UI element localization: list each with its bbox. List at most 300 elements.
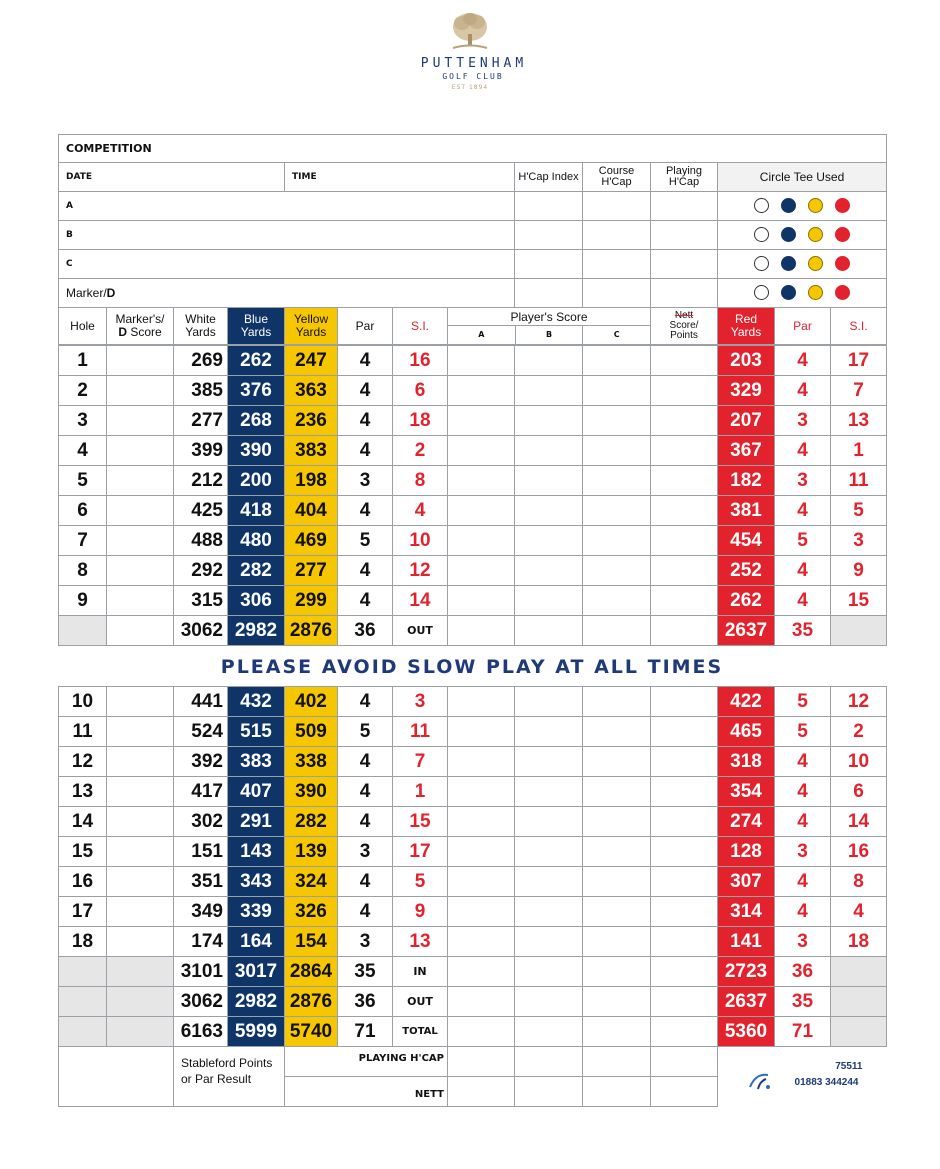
- marker-score-cell[interactable]: [107, 927, 174, 957]
- red-stroke-index: 9: [831, 556, 887, 586]
- yellow-tee-icon[interactable]: [808, 227, 823, 242]
- in-c-total[interactable]: [583, 957, 651, 987]
- red-par-value: 4: [775, 376, 831, 406]
- red-par-value: 4: [775, 867, 831, 897]
- player-b-score-cell[interactable]: [515, 717, 583, 747]
- player-a-playing-hcap[interactable]: [651, 192, 718, 221]
- red-yards: 354: [718, 777, 775, 807]
- player-b-score-cell[interactable]: [515, 927, 583, 957]
- player-c-score-cell[interactable]: [583, 496, 651, 526]
- nett-score-cell[interactable]: [651, 436, 718, 466]
- nett-score-cell[interactable]: [651, 687, 718, 717]
- out2-white-total: 3062: [174, 987, 228, 1017]
- player-c-score-cell[interactable]: [583, 526, 651, 556]
- red-stroke-index: 14: [831, 807, 887, 837]
- red-par-header: Par: [775, 308, 831, 345]
- yellow-yards: 363: [285, 376, 338, 406]
- player-a-score-cell[interactable]: [448, 496, 515, 526]
- marker-score-cell[interactable]: [107, 496, 174, 526]
- marker-score-cell[interactable]: [107, 867, 174, 897]
- par-value: 4: [338, 747, 393, 777]
- player-a-score-cell[interactable]: [448, 526, 515, 556]
- player-c-score-cell[interactable]: [583, 837, 651, 867]
- red-par-value: 3: [775, 466, 831, 496]
- red-yards: 207: [718, 406, 775, 436]
- circle-tee-label: Circle Tee Used: [718, 163, 887, 192]
- player-b-score-cell[interactable]: [515, 867, 583, 897]
- par-value: 4: [338, 496, 393, 526]
- nett-score-cell[interactable]: [651, 927, 718, 957]
- footer-a-nett[interactable]: [448, 1077, 515, 1107]
- marker-score-cell[interactable]: [107, 586, 174, 616]
- player-a-score-cell[interactable]: [448, 897, 515, 927]
- marker-score-cell[interactable]: [107, 406, 174, 436]
- hole-number: 5: [59, 466, 107, 496]
- white-yards: 425: [174, 496, 228, 526]
- stroke-index: 12: [393, 556, 448, 586]
- marker-score-cell[interactable]: [107, 346, 174, 376]
- yellow-tee-icon[interactable]: [808, 285, 823, 300]
- white-tee-icon[interactable]: [754, 198, 769, 213]
- out2-b-total[interactable]: [515, 987, 583, 1017]
- nett-score-cell[interactable]: [651, 556, 718, 586]
- red-stroke-index: 7: [831, 376, 887, 406]
- yellow-yards: 326: [285, 897, 338, 927]
- hole-number: 18: [59, 927, 107, 957]
- hole-row: [59, 586, 887, 616]
- hole-number: 9: [59, 586, 107, 616]
- red-par-value: 4: [775, 346, 831, 376]
- playing-hcap-label: Playing H'Cap: [651, 163, 718, 192]
- par-value: 3: [338, 466, 393, 496]
- competition-label: COMPETITION: [59, 135, 887, 163]
- red-par-value: 4: [775, 747, 831, 777]
- marker-score-cell[interactable]: [107, 466, 174, 496]
- player-a-tee-circles[interactable]: [718, 192, 887, 221]
- footer-c-nett[interactable]: [583, 1077, 651, 1107]
- red-yards: 182: [718, 466, 775, 496]
- hole-row: [59, 747, 887, 777]
- par-value: 4: [338, 586, 393, 616]
- hole-number: 6: [59, 496, 107, 526]
- white-yards: 399: [174, 436, 228, 466]
- hole-number: 3: [59, 406, 107, 436]
- player-b-score-cell[interactable]: [515, 346, 583, 376]
- out-nett-total[interactable]: [651, 616, 718, 646]
- in-red-total: 2723: [718, 957, 775, 987]
- player-b-score-cell[interactable]: [515, 496, 583, 526]
- out-marker-total[interactable]: [107, 616, 174, 646]
- hole-row: [59, 436, 887, 466]
- player-b-score-cell[interactable]: [515, 556, 583, 586]
- hole-number: 13: [59, 777, 107, 807]
- footer-b-nett[interactable]: [515, 1077, 583, 1107]
- white-yards: 174: [174, 927, 228, 957]
- footer-a-hcap[interactable]: [448, 1047, 515, 1077]
- yellow-yards: 390: [285, 777, 338, 807]
- player-c-score-cell[interactable]: [583, 927, 651, 957]
- nett-score-cell[interactable]: [651, 586, 718, 616]
- nett-score-cell[interactable]: [651, 406, 718, 436]
- blue-tee-icon[interactable]: [781, 285, 796, 300]
- marker-score-cell[interactable]: [107, 526, 174, 556]
- nett-score-cell[interactable]: [651, 466, 718, 496]
- nett-score-cell[interactable]: [651, 376, 718, 406]
- yellow-tee-icon[interactable]: [808, 198, 823, 213]
- out2-c-total[interactable]: [583, 987, 651, 1017]
- blue-yards: 291: [228, 807, 285, 837]
- nett-score-cell[interactable]: [651, 346, 718, 376]
- par-value: 5: [338, 717, 393, 747]
- marker-label: Marker/D: [59, 279, 515, 308]
- blue-yards-header: Blue Yards: [228, 308, 285, 345]
- marker-score-cell[interactable]: [107, 376, 174, 406]
- blue-yards: 383: [228, 747, 285, 777]
- marker-score-cell[interactable]: [107, 777, 174, 807]
- nett-score-cell[interactable]: [651, 807, 718, 837]
- in-b-total[interactable]: [515, 957, 583, 987]
- stroke-index: 18: [393, 406, 448, 436]
- in-nett-total[interactable]: [651, 957, 718, 987]
- blue-yards: 432: [228, 687, 285, 717]
- player-a-score-cell[interactable]: [448, 586, 515, 616]
- red-tee-icon[interactable]: [835, 256, 850, 271]
- player-c-label: C: [59, 250, 515, 279]
- player-b-score-cell[interactable]: [515, 747, 583, 777]
- hole-row: [59, 406, 887, 436]
- footer-nett-nett[interactable]: [651, 1077, 718, 1107]
- red-yards: 367: [718, 436, 775, 466]
- signature-box[interactable]: [59, 1047, 174, 1107]
- blue-tee-icon[interactable]: [781, 227, 796, 242]
- player-c-score-cell[interactable]: [583, 807, 651, 837]
- nett-score-cell[interactable]: [651, 777, 718, 807]
- player-a-score-cell[interactable]: [448, 837, 515, 867]
- hole-row: [59, 867, 887, 897]
- in-label: IN: [393, 957, 448, 987]
- player-b-hcap-index[interactable]: [515, 221, 583, 250]
- player-c-score-cell[interactable]: [583, 777, 651, 807]
- marker-playing-hcap[interactable]: [651, 279, 718, 308]
- footer-nett-hcap[interactable]: [651, 1047, 718, 1077]
- out-red-total: 2637: [718, 616, 775, 646]
- player-b-score-cell[interactable]: [515, 837, 583, 867]
- stroke-index: 11: [393, 717, 448, 747]
- player-a-score-cell[interactable]: [448, 436, 515, 466]
- marker-score-cell[interactable]: [107, 717, 174, 747]
- player-a-score-cell[interactable]: [448, 346, 515, 376]
- yellow-yards: 469: [285, 526, 338, 556]
- yellow-tee-icon[interactable]: [808, 256, 823, 271]
- marker-score-cell[interactable]: [107, 807, 174, 837]
- total-yellow: 5740: [285, 1017, 338, 1047]
- par-value: 4: [338, 376, 393, 406]
- footer-b-hcap[interactable]: [515, 1047, 583, 1077]
- hole-row: [59, 927, 887, 957]
- white-tee-icon[interactable]: [754, 285, 769, 300]
- white-tee-icon[interactable]: [754, 256, 769, 271]
- player-b-score-cell[interactable]: [515, 586, 583, 616]
- par-value: 5: [338, 526, 393, 556]
- player-c-col: C: [613, 330, 620, 339]
- player-a-course-hcap[interactable]: [583, 192, 651, 221]
- red-par-value: 5: [775, 687, 831, 717]
- red-yards: 329: [718, 376, 775, 406]
- red-par-value: 3: [775, 837, 831, 867]
- player-a-score-cell[interactable]: [448, 406, 515, 436]
- player-a-score-cell[interactable]: [448, 466, 515, 496]
- out-c-total[interactable]: [583, 616, 651, 646]
- white-yards: 524: [174, 717, 228, 747]
- player-c-score-cell[interactable]: [583, 897, 651, 927]
- par-value: 4: [338, 867, 393, 897]
- red-stroke-index: 2: [831, 717, 887, 747]
- out-b-total[interactable]: [515, 616, 583, 646]
- red-stroke-index: 15: [831, 586, 887, 616]
- marker-score-cell[interactable]: [107, 747, 174, 777]
- player-b-tee-circles[interactable]: [718, 221, 887, 250]
- red-yards: 422: [718, 687, 775, 717]
- contact-phone: 01883 344244: [794, 1077, 859, 1088]
- red-stroke-index: 5: [831, 496, 887, 526]
- player-a-score-cell[interactable]: [448, 777, 515, 807]
- red-yards: 381: [718, 496, 775, 526]
- player-c-hcap-index[interactable]: [515, 250, 583, 279]
- blue-yards: 262: [228, 346, 285, 376]
- player-a-score-cell[interactable]: [448, 927, 515, 957]
- red-yards: 454: [718, 526, 775, 556]
- player-c-playing-hcap[interactable]: [651, 250, 718, 279]
- player-a-score-cell[interactable]: [448, 867, 515, 897]
- player-b-score-cell[interactable]: [515, 436, 583, 466]
- out2-a-total[interactable]: [448, 987, 515, 1017]
- time-label: TIME: [285, 163, 515, 192]
- red-yards: 262: [718, 586, 775, 616]
- par-value: 4: [338, 897, 393, 927]
- nett-score-cell[interactable]: [651, 837, 718, 867]
- hole-row: [59, 526, 887, 556]
- player-a-row: [59, 192, 887, 221]
- player-c-score-cell[interactable]: [583, 747, 651, 777]
- contact-code: 75511: [835, 1061, 863, 1072]
- player-c-score-cell[interactable]: [583, 436, 651, 466]
- nett-score-cell[interactable]: [651, 747, 718, 777]
- player-b-score-cell[interactable]: [515, 897, 583, 927]
- out2-blue-total: 2982: [228, 987, 285, 1017]
- white-yards: 441: [174, 687, 228, 717]
- in-white-total: 3101: [174, 957, 228, 987]
- nett-score-cell[interactable]: [651, 526, 718, 556]
- stroke-index: 15: [393, 807, 448, 837]
- player-a-hcap-index[interactable]: [515, 192, 583, 221]
- in-yellow-total: 2864: [285, 957, 338, 987]
- player-a-score-cell[interactable]: [448, 376, 515, 406]
- total-b[interactable]: [515, 1017, 583, 1047]
- player-b-course-hcap[interactable]: [583, 221, 651, 250]
- out-label: OUT: [393, 616, 448, 646]
- blue-tee-icon[interactable]: [781, 198, 796, 213]
- club-subtitle: GOLF CLUB: [442, 72, 504, 81]
- blue-yards: 376: [228, 376, 285, 406]
- marker-score-cell[interactable]: [107, 436, 174, 466]
- white-yards: 349: [174, 897, 228, 927]
- total-c[interactable]: [583, 1017, 651, 1047]
- player-c-score-cell[interactable]: [583, 556, 651, 586]
- par-header: Par: [338, 308, 393, 345]
- yellow-yards: 236: [285, 406, 338, 436]
- slow-play-notice: PLEASE AVOID SLOW PLAY AT ALL TIMES: [220, 656, 724, 678]
- par-value: 4: [338, 406, 393, 436]
- yellow-yards: 198: [285, 466, 338, 496]
- marker-score-cell[interactable]: [107, 897, 174, 927]
- red-tee-icon[interactable]: [835, 285, 850, 300]
- hole-number: 14: [59, 807, 107, 837]
- red-par-value: 4: [775, 586, 831, 616]
- player-c-score-cell[interactable]: [583, 466, 651, 496]
- out-white-total: 3062: [174, 616, 228, 646]
- blue-yards: 339: [228, 897, 285, 927]
- back-nine-table: [58, 686, 887, 1107]
- par-value: 3: [338, 837, 393, 867]
- player-b-score-cell[interactable]: [515, 687, 583, 717]
- player-c-score-cell[interactable]: [583, 717, 651, 747]
- player-b-score-cell[interactable]: [515, 807, 583, 837]
- marker-tee-circles[interactable]: [718, 279, 887, 308]
- nett-score-header: Nett Score/ Points: [651, 308, 718, 345]
- white-tee-icon[interactable]: [754, 227, 769, 242]
- yellow-yards: 282: [285, 807, 338, 837]
- red-stroke-index: 1: [831, 436, 887, 466]
- total-a[interactable]: [448, 1017, 515, 1047]
- nett-score-cell[interactable]: [651, 897, 718, 927]
- footer-c-hcap[interactable]: [583, 1047, 651, 1077]
- stroke-index: 3: [393, 687, 448, 717]
- yellow-yards: 277: [285, 556, 338, 586]
- marker-score-cell[interactable]: [107, 837, 174, 867]
- player-c-score-cell[interactable]: [583, 586, 651, 616]
- white-yards: 488: [174, 526, 228, 556]
- total-label: TOTAL: [393, 1017, 448, 1047]
- red-par-value: 5: [775, 717, 831, 747]
- yellow-yards-header: Yellow Yards: [285, 308, 338, 345]
- player-b-score-cell[interactable]: [515, 376, 583, 406]
- blue-yards: 418: [228, 496, 285, 526]
- out-a-total[interactable]: [448, 616, 515, 646]
- yellow-yards: 299: [285, 586, 338, 616]
- player-c-course-hcap[interactable]: [583, 250, 651, 279]
- white-yards: 315: [174, 586, 228, 616]
- out2-nett-total[interactable]: [651, 987, 718, 1017]
- white-yards: 392: [174, 747, 228, 777]
- player-c-score-cell[interactable]: [583, 687, 651, 717]
- stroke-index: 4: [393, 496, 448, 526]
- red-yards: 318: [718, 747, 775, 777]
- red-par-value: 4: [775, 496, 831, 526]
- hole-row: [59, 807, 887, 837]
- red-par-value: 3: [775, 406, 831, 436]
- red-par-value: 4: [775, 436, 831, 466]
- marker-course-hcap[interactable]: [583, 279, 651, 308]
- player-a-score-cell[interactable]: [448, 687, 515, 717]
- player-b-score-cell[interactable]: [515, 526, 583, 556]
- player-c-score-cell[interactable]: [583, 376, 651, 406]
- yellow-yards: 509: [285, 717, 338, 747]
- playing-hcap-row: [59, 1047, 887, 1077]
- hole-number: 16: [59, 867, 107, 897]
- player-a-score-cell[interactable]: [448, 747, 515, 777]
- total-nett[interactable]: [651, 1017, 718, 1047]
- marker-score-cell[interactable]: [107, 556, 174, 586]
- red-stroke-index: 3: [831, 526, 887, 556]
- player-b-label: B: [59, 221, 515, 250]
- white-yards: 385: [174, 376, 228, 406]
- out2-par-total: 36: [338, 987, 393, 1017]
- player-b-score-cell[interactable]: [515, 406, 583, 436]
- player-c-row: [59, 250, 887, 279]
- stroke-index: 10: [393, 526, 448, 556]
- stroke-index: 2: [393, 436, 448, 466]
- marker-hcap-index[interactable]: [515, 279, 583, 308]
- marker-score-cell[interactable]: [107, 687, 174, 717]
- player-b-score-cell[interactable]: [515, 466, 583, 496]
- white-yards: 302: [174, 807, 228, 837]
- in-a-total[interactable]: [448, 957, 515, 987]
- red-par-value: 5: [775, 526, 831, 556]
- par-value: 4: [338, 687, 393, 717]
- blue-tee-icon[interactable]: [781, 256, 796, 271]
- nett-score-cell[interactable]: [651, 717, 718, 747]
- player-b-row: [59, 221, 887, 250]
- in-red-par-total: 36: [775, 957, 831, 987]
- player-a-score-cell[interactable]: [448, 807, 515, 837]
- player-b-score-cell[interactable]: [515, 777, 583, 807]
- blue-yards: 390: [228, 436, 285, 466]
- yellow-yards: 247: [285, 346, 338, 376]
- player-c-tee-circles[interactable]: [718, 250, 887, 279]
- red-si-header: S.I.: [831, 308, 887, 345]
- red-stroke-index: 6: [831, 777, 887, 807]
- nett-score-cell[interactable]: [651, 867, 718, 897]
- player-b-playing-hcap[interactable]: [651, 221, 718, 250]
- player-c-score-cell[interactable]: [583, 346, 651, 376]
- red-stroke-index: 12: [831, 687, 887, 717]
- marker-row: [59, 279, 887, 308]
- red-stroke-index: 13: [831, 406, 887, 436]
- player-c-score-cell[interactable]: [583, 867, 651, 897]
- red-yards: 203: [718, 346, 775, 376]
- white-yards: 151: [174, 837, 228, 867]
- player-c-score-cell[interactable]: [583, 406, 651, 436]
- stroke-index: 5: [393, 867, 448, 897]
- out-par-total: 36: [338, 616, 393, 646]
- red-stroke-index: 16: [831, 837, 887, 867]
- player-a-score-cell[interactable]: [448, 717, 515, 747]
- player-a-score-cell[interactable]: [448, 556, 515, 586]
- yellow-yards: 154: [285, 927, 338, 957]
- white-yards: 417: [174, 777, 228, 807]
- out-yellow-total: 2876: [285, 616, 338, 646]
- stroke-index: 9: [393, 897, 448, 927]
- red-tee-icon[interactable]: [835, 198, 850, 213]
- red-tee-icon[interactable]: [835, 227, 850, 242]
- red-par-value: 4: [775, 556, 831, 586]
- nett-score-cell[interactable]: [651, 496, 718, 526]
- out-summary-row: [59, 987, 887, 1017]
- hole-row: [59, 466, 887, 496]
- white-yards-header: White Yards: [174, 308, 228, 345]
- blue-yards: 143: [228, 837, 285, 867]
- hole-number: 4: [59, 436, 107, 466]
